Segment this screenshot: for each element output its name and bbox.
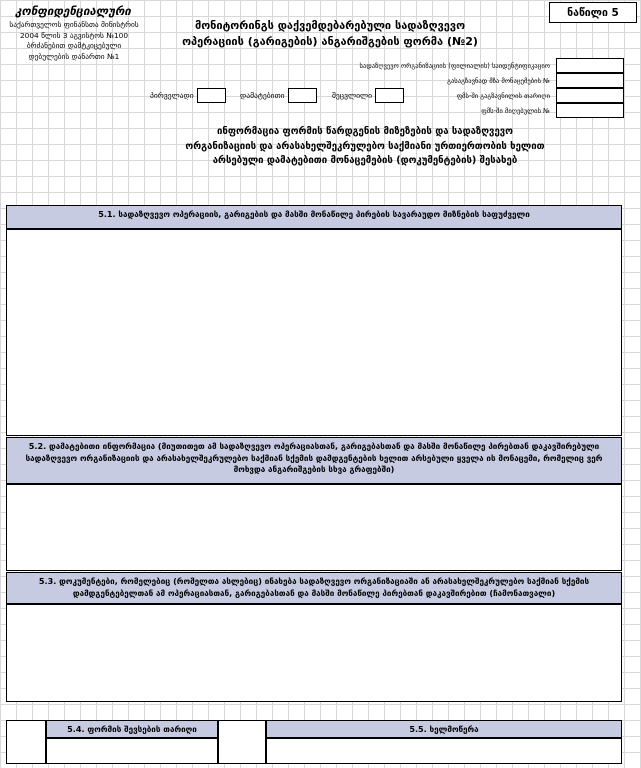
footer-left-cell xyxy=(6,720,46,764)
register-label-sent-date: ფმს-ში გაგზავნილის თარიღი xyxy=(456,92,550,100)
form-type-primary-checkbox[interactable] xyxy=(197,88,226,103)
form-type-revised-checkbox[interactable] xyxy=(375,88,404,103)
register-label-received-number: ფმს-ში მიღებულის № xyxy=(481,107,550,115)
confidential-label: კონფიდენციალური xyxy=(15,4,131,18)
form-title-line1: მონიტორინგს დაქვემდებარებული სადაზღვევო xyxy=(194,19,466,32)
purpose-line2: ორგანიზაციის და არასახელშეკრულებო საქმიანი ურთიერთობის ხელით xyxy=(185,140,545,152)
section-5-2-heading: 5.2. დამატებითი ინფორმაცია (მიუთითეთ ამ სადაზღვევო ოპერაციასთან, გარიგებასთან და მასში მონაწილე პირებთან დაკავშირებული სადაზღვევო ორგანიზაციის და არასახელშეკრულებო საქმიან სქემის დამდგენტების ხელით არსებული ყველა ის მონაცემი, რომელიც ვერ მოხვდა ანგარიშგების სხვა გრაფებში) xyxy=(6,437,622,484)
footer-signature-label: 5.5. ხელმოწერა xyxy=(266,720,622,738)
form-type-revised-label: შეცვლილი xyxy=(332,91,373,100)
footer-date-label: 5.4. ფორმის შევსების თარიღი xyxy=(46,720,218,738)
form-title-line2: ოპერაციის (გარიგების) ანგარიშგების ფორმა (№2) xyxy=(182,35,478,48)
form-type-additional[interactable] xyxy=(240,88,317,103)
form-type-primary[interactable] xyxy=(150,88,226,103)
footer-signature-field[interactable] xyxy=(266,738,622,764)
purpose-line1: ინფორმაცია ფორმის წარდგენის მიზეზების და სადაზღვევო xyxy=(216,126,513,137)
register-field-received-number[interactable] xyxy=(556,103,624,118)
section-5-3-textarea[interactable] xyxy=(6,604,622,702)
register-field-ready-number[interactable] xyxy=(556,73,624,88)
register-label-ready-number: გასაგზავნად მზა მონაცემების № xyxy=(447,77,550,85)
form-type-revised[interactable] xyxy=(332,88,404,103)
form-title xyxy=(150,18,510,50)
register-field-sent-date[interactable] xyxy=(556,88,624,103)
form-type-additional-checkbox[interactable] xyxy=(288,88,317,103)
purpose-line3: არსებული დამატებითი მონაცემების (დოკუმენტების) შესახებ xyxy=(212,155,518,166)
section-5-3-heading: 5.3. დოკუმენტები, რომელებიც (რომელთა ასლებიც) ინახება სადაზღვევო ორგანიზაციაში ან არასახელშეკრულებო საქმიან სქემის დამდგენტებელთან ამ ოპერაციასთან, გარიგებასთან და მასში მონაწილე პირებთან დაკავშირებით (ჩამონათვალი) xyxy=(6,572,622,604)
section-5-2-textarea[interactable] xyxy=(6,484,622,571)
section-5-1-textarea[interactable] xyxy=(6,229,622,436)
ministry-order-note: საქართველოს ფინანსთა მინისტრის 2004 წლის 3 აგვისტოს №100 ბრძანებით დამტკიცებული დებულების დანართი №1 xyxy=(9,20,139,61)
register-field-org-id[interactable] xyxy=(556,58,624,73)
purpose-paragraph xyxy=(150,125,580,169)
register-label-org-id: სადაზღვევო ორგანიზაციის (ფილიალის) საიდენტიფიკაციო xyxy=(359,62,550,70)
section-5-1-heading: 5.1. სადაზღვევო ოპერაციის, გარიგების და მასში მონაწილე პირების სავარაუდო მიზნების საფუძველი xyxy=(6,205,622,229)
form-type-additional-label: დამატებითი xyxy=(240,91,285,100)
footer-spacer-cell xyxy=(218,720,266,764)
footer-date-field[interactable] xyxy=(46,738,218,764)
page-number-badge: ნაწილი 5 xyxy=(549,2,637,23)
form-type-primary-label: პირველადი xyxy=(150,91,194,100)
